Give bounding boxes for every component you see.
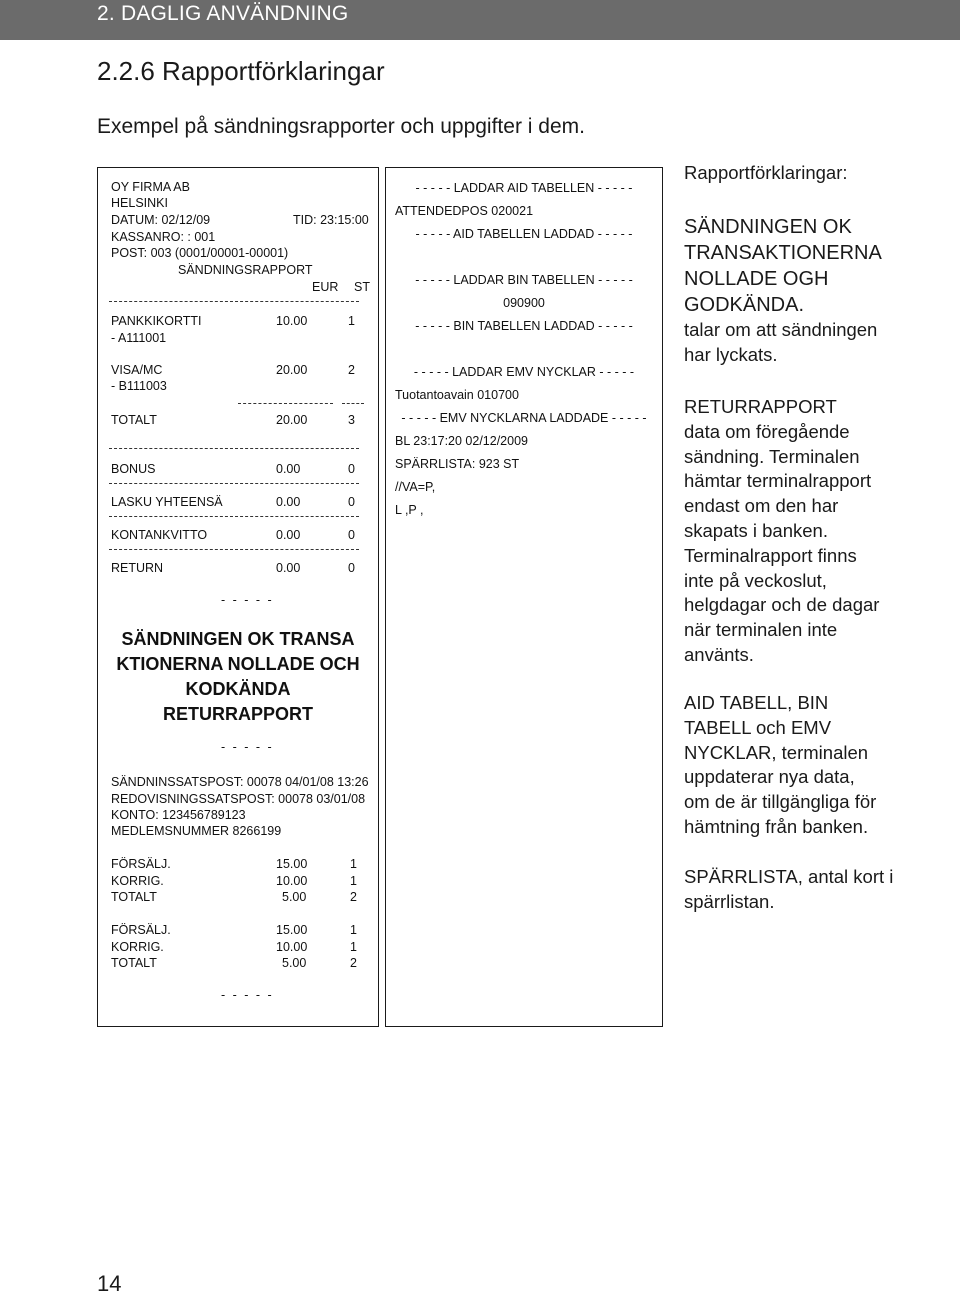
section-title: 2. DAGLIG ANVÄNDNING [97,2,349,25]
explanation-line: inte på veckoslut, [684,569,827,591]
divider [109,448,359,449]
row-count: 1 [348,314,355,328]
row-sub: - B111003 [111,379,167,393]
section-header-bar [0,0,960,40]
receipt-line: - - - - - BIN TABELLEN LADDAD - - - - - [415,319,633,333]
explanation-line: använts. [684,643,754,665]
row-label: TOTALT [111,413,157,427]
column-eur: EUR [312,280,339,294]
summary-count: 1 [350,857,357,871]
row-amount: 20.00 [276,363,308,377]
explanation-line: skapats i banken. [684,519,828,541]
page-heading: 2.2.6 Rapportförklaringar [97,56,385,86]
explanation-block [684,691,876,840]
explanation-line: talar om att sändningen [684,319,878,340]
receipt-line: ATTENDEDPOS 020021 [395,204,534,218]
summary-label: FÖRSÄLJ. [111,923,171,937]
column-st: ST [354,280,370,294]
batch-line: KONTO: 123456789123 [111,808,246,822]
report-title: SÄNDNINGSRAPPORT [178,263,313,277]
receipt-line: - - - - - EMV NYCKLARNA LADDADE - - - - - [401,411,647,425]
table-load-receipt [385,167,663,1027]
row-label: RETURN [111,561,164,575]
row-amount: 0.00 [276,495,301,509]
row-count: 0 [348,495,355,509]
row-count: 0 [348,462,355,476]
status-line: KTIONERNA NOLLADE OCH [116,654,360,674]
summary-amount: 5.00 [282,890,307,904]
batch-line: SÄNDNINSSATSPOST: 00078 04/01/08 13:26 [111,775,369,789]
summary-amount: 15.00 [276,923,308,937]
receipt-line: - - - - - LADDAR EMV NYCKLAR - - - - - [413,365,635,379]
divider [238,403,333,404]
receipt-line: BL 23:17:20 02/12/2009 [395,434,528,448]
row-amount: 0.00 [276,561,301,575]
summary-amount: 5.00 [282,956,307,970]
explanation-block [684,395,879,668]
explanation-line: spärrlistan. [684,890,775,912]
row-amount: 0.00 [276,462,301,476]
explanation-line: NOLLADE OGH [684,268,829,290]
divider [109,301,359,302]
row-count: 0 [348,528,355,542]
status-line: SÄNDNINGEN OK TRANSA [121,629,355,649]
summary-label: FÖRSÄLJ. [111,857,171,871]
summary-count: 2 [350,890,357,904]
separator: - - - - - [221,740,274,754]
explanation-line: SÄNDNINGEN OK [684,216,852,238]
batch-line: MEDLEMSNUMMER 8266199 [111,824,282,838]
divider [342,403,364,404]
row-amount: 10.00 [276,314,308,328]
explanation-line: NYCKLAR, terminalen [684,741,869,763]
explanation-line: RETURRAPPORT [684,396,837,417]
divider [109,483,359,484]
report-date: DATUM: 02/12/09 [111,213,211,227]
row-count: 3 [348,413,355,427]
separator: - - - - - [221,593,274,607]
receipt-line: //VA=P, [395,480,436,494]
explanation-block [684,214,882,368]
transmission-report-receipt [97,167,379,1027]
divider [109,549,359,550]
explanation-line: hämtning från banken. [684,815,869,837]
summary-count: 1 [350,940,357,954]
summary-label: KORRIG. [111,874,164,888]
row-amount: 0.00 [276,528,301,542]
summary-label: TOTALT [111,956,157,970]
summary-count: 1 [350,923,357,937]
summary-label: KORRIG. [111,940,164,954]
explanation-line: helgdagar och de dagar [684,594,880,616]
explanation-line: SPÄRRLISTA, antal kort i [684,866,894,887]
explanation-line: när terminalen inte [684,619,838,641]
explanation-line: sändning. Terminalen [684,445,860,467]
divider [109,516,359,517]
receipt-line: Tuotantoavain 010700 [395,388,519,402]
register-number: KASSANRO: : 001 [111,230,216,244]
row-amount: 20.00 [276,413,308,427]
row-count: 2 [348,363,355,377]
row-label: KONTANKVITTO [111,528,208,542]
explanation-line: AID TABELL, BIN [684,692,829,713]
explanation-line: om de är tillgängliga för [684,791,877,813]
status-line: KODKÄNDA [185,679,291,699]
explanation-line: GODKÄNDA. [684,294,805,316]
receipt-line: - - - - - LADDAR AID TABELLEN - - - - - [415,181,633,195]
explanation-line: uppdaterar nya data, [684,766,855,788]
batch-line: REDOVISNINGSSATSPOST: 00078 03/01/08 [111,792,366,806]
row-label: PANKKIKORTTI [111,314,202,328]
row-label: VISA/MC [111,363,163,377]
separator: - - - - - [221,988,274,1002]
intro-text: Exempel på sändningsrapporter och uppgifter i dem. [97,115,585,138]
explanations-title: Rapportförklaringar: [684,162,848,183]
explanation-line: endast om den har [684,495,839,517]
receipt-line: - - - - - AID TABELLEN LADDAD - - - - - [415,227,633,241]
explanation-block [684,865,893,915]
summary-count: 1 [350,874,357,888]
summary-count: 2 [350,956,357,970]
receipt-line: - - - - - LADDAR BIN TABELLEN - - - - - [415,273,633,287]
row-label: BONUS [111,462,156,476]
summary-amount: 10.00 [276,940,308,954]
page-number: 14 [97,1271,122,1296]
company-name: OY FIRMA AB [111,180,190,194]
receipt-line: SPÄRRLISTA: 923 ST [395,457,520,471]
summary-label: TOTALT [111,890,157,904]
summary-amount: 10.00 [276,874,308,888]
explanation-line: TRANSAKTIONERNA [684,242,882,264]
explanation-line: TABELL och EMV [684,716,832,738]
explanation-line: har lyckats. [684,343,778,365]
summary-amount: 15.00 [276,857,308,871]
row-count: 0 [348,561,355,575]
report-time: TID: 23:15:00 [293,213,369,227]
status-line: RETURRAPPORT [162,704,313,724]
receipt-line: 090900 [503,296,545,310]
company-city: HELSINKI [111,196,168,210]
post-number: POST: 003 (0001/00001-00001) [111,246,289,260]
explanation-line: hämtar terminalrapport [684,470,872,492]
receipt-line: L ,P , [395,503,424,517]
explanation-line: data om föregående [684,420,850,442]
explanation-line: Terminalrapport finns [684,544,857,566]
row-label: LASKU YHTEENSÄ [111,495,223,509]
row-sub: - A111001 [111,331,167,345]
